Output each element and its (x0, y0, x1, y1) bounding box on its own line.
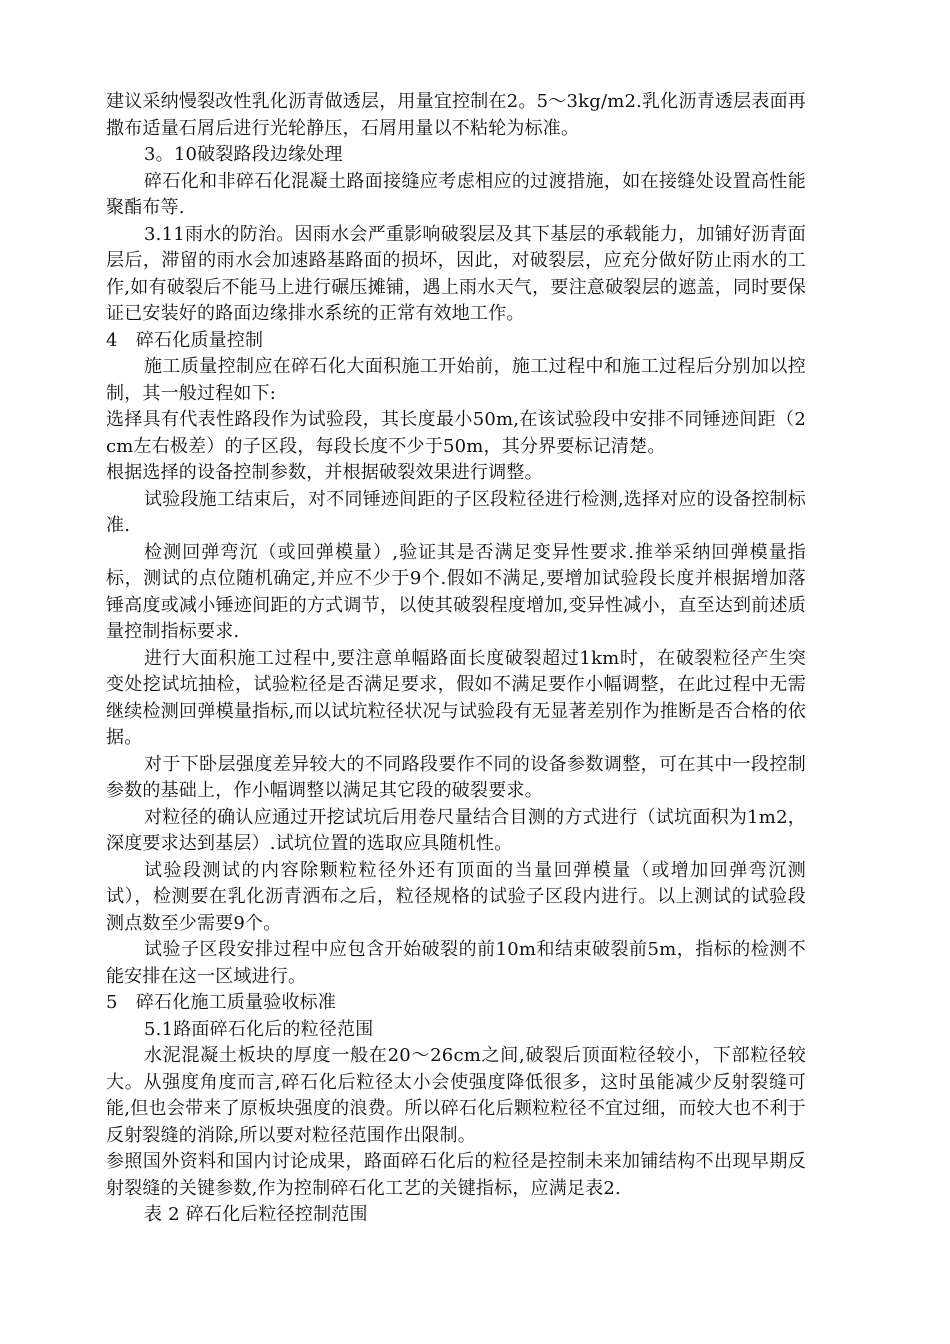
paragraph-large-area-construction: 进行大面积施工过程中,要注意单幅路面长度破裂超过1km时，在破裂粒径产生突变处挖试坑抽检，试验粒径是否满足要求，假如不满足要作小幅调整，在此过程中无需继续检测回弹模量指标,而以试坑粒径状况与试验段有无显著差别作为推断是否合格的依据。 (106, 647, 806, 748)
paragraph-test-section: 选择具有代表性路段作为试验段，其长度最小50m,在该试验段中安排不同锤迹间距（2cm左右极差）的子区段，每段长度不少于50m，其分界要标记清楚。 (106, 409, 806, 457)
section-5-heading: 5 碎石化施工质量验收标准 (106, 992, 337, 1013)
paragraph-reference-research: 参照国外资料和国内讨论成果，路面碎石化后的粒径是控制未来加铺结构不出现早期反射裂缝的关键参数,作为控制碎石化工艺的关键指标，应满足表2. (106, 1151, 806, 1199)
paragraph-subsection-arrangement: 试验子区段安排过程中应包含开始破裂的前10m和结束破裂前5m，指标的检测不能安排在这一区域进行。 (106, 939, 806, 987)
section-4-heading: 4 碎石化质量控制 (106, 329, 264, 351)
paragraph-underlying-layer: 对于下卧层强度差异较大的不同路段要作不同的设备参数调整，可在其中一段控制参数的基础上，作小幅调整以满足其它段的破裂要求。 (106, 753, 806, 801)
section-5-1-heading: 5.1路面碎石化后的粒径范围 (144, 1018, 374, 1040)
paragraph-test-content: 试验段测试的内容除颗粒粒径外还有顶面的当量回弹模量（或增加回弹弯沉测试），检测要在乳化沥青洒布之后，粒径规格的试验子区段内进行。以上测试的试验段测点数至少需要9个。 (106, 859, 806, 934)
paragraph-rebound-deflection: 检测回弹弯沉（或回弹模量）,验证其是否满足变异性要求.推举采纳回弹模量指标，测试的点位随机确定,并应不少于9个.假如不满足,要增加试验段长度并根据增加落锤高度或减小锤迹间距的方式调节，以使其破裂程度增加,变异性减小，直至达到前述质量控制指标要求. (106, 541, 806, 642)
paragraph-particle-confirmation: 对粒径的确认应通过开挖试坑后用卷尺量结合目测的方式进行（试坑面积为1m2，深度要求达到基层）.试坑位置的选取应具随机性。 (106, 806, 806, 854)
table-2-caption: 表 2 碎石化后粒径控制范围 (144, 1204, 368, 1225)
paragraph-quality-control-intro: 施工质量控制应在碎石化大面积施工开始前，施工过程中和施工过程后分别加以控制，其一般过程如下: (106, 356, 806, 404)
paragraph-slab-thickness: 水泥混凝土板块的厚度一般在20～26cm之间,破裂后顶面粒径较小，下部粒径较大。从强度角度而言,碎石化后粒径太小会使强度降低很多，这时虽能减少反射裂缝可能,但也会带来了原板块强度的浪费。所以碎石化后颗粒粒径不宜过细，而较大也不利于反射裂缝的消除,所以要对粒径范围作出限制。 (106, 1045, 806, 1146)
paragraph-prime-coat: 建议采纳慢裂改性乳化沥青做透层，用量宜控制在2。5～3kg/m2.乳化沥青透层表面再撒布适量石屑后进行光轮静压，石屑用量以不粘轮为标准。 (106, 91, 806, 139)
paragraph-rain-prevention: 3.11雨水的防治。因雨水会严重影响破裂层及其下基层的承载能力，加铺好沥青面层后，滞留的雨水会加速路基路面的损坏，因此，对破裂层，应充分做好防止雨水的工作,如有破裂后不能马上进行碾压摊铺，遇上雨水天气，要注意破裂层的遮盖，同时要保证已安装好的路面边缘排水系统的正常有效地工作。 (106, 223, 806, 324)
paragraph-equipment-params: 根据选择的设备控制参数，并根据破裂效果进行调整。 (106, 462, 543, 483)
paragraph-particle-detection: 试验段施工结束后，对不同锤迹间距的子区段粒径进行检测,选择对应的设备控制标准. (106, 488, 806, 536)
paragraph-joint-transition: 碎石化和非碎石化混凝土路面接缝应考虑相应的过渡措施，如在接缝处设置高性能聚酯布等. (106, 170, 806, 218)
document-body (106, 89, 806, 1229)
section-3-10-heading: 3。10破裂路段边缘处理 (144, 144, 343, 165)
